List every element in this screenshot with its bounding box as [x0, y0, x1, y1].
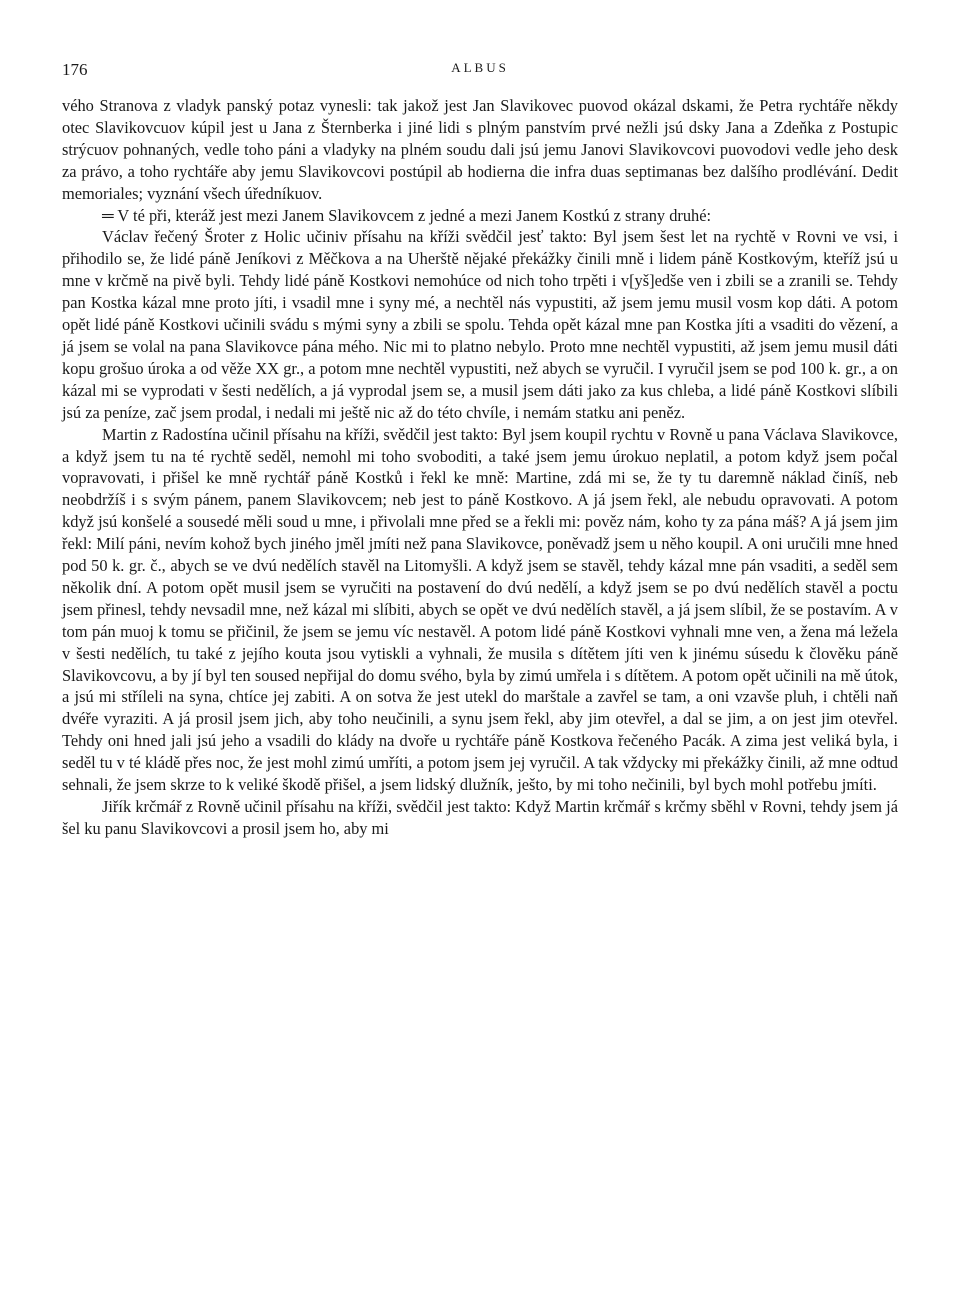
page-number: 176 [62, 60, 88, 79]
paragraph: vého Stranova z vladyk panský potaz vynesli: tak jakož jest Jan Slavikovec puovod okázal dskami, že Petra rychtáře někdy otec Slavikovcuov kúpil jest u Jana z Šternberka i jiné lidi s plným panstvím prvé nežli jsú dsky Jana a Zdeňka z Postupic strýcuov pohnaných, vedle toho páni a vladyky na plném soudu dali jsú jemu Janovi Slavikovcovi puovodovi vedle jeho desk za právo, a toho rychtáře aby jemu Slavikovcovi postúpil ab hodierna die infra duas septimanas bez dalšího prodlévání. Dedit memoriales; vyznání všech úředníkuov. [62, 96, 898, 203]
paragraph: Jiřík krčmář z Rovně učinil přísahu na kříži, svědčil jest takto: Když Martin krčmář s krčmy sběhl v Rovni, tehdy jsem já šel ku panu Slavikovcovi a prosil jsem ho, aby mi [62, 797, 898, 838]
page-header [62, 60, 898, 82]
running-head: ALBUS [451, 60, 509, 75]
paragraph: ═ V té při, kteráž jest mezi Janem Slavikovcem z jedné a mezi Janem Kostkú z strany druhé: [102, 205, 712, 225]
paragraph: Martin z Radostína učinil přísahu na kříži, svědčil jest takto: Byl jsem koupil rychtu v Rovně u pana Václava Slavikovce, a když jsem tu na té rychtě seděl, nemohl mi toho svoboditi, a také jsem jemu úrokuo neplatil, a potom když jsem počal vopravovati, i přišel ke mně rychtář páně Kostků i řekl ke mně: Martine, zdá mi se, že ty tu daremně náklad činíš, neb neobdržíš i s svým pánem, panem Slavikovcem; neb jest to páně Kostkovo. A já jsem řekl, ale nebudu opravovati. A potom když jsú konšelé a sousedé měli soud u mne, i přivolali mne před se a řekli mi: pověz nám, koho ty za pána máš? A já jsem jim řekl: Milí páni, nevím kohož bych jiného jměl jmíti než pana Slavikovce, poněvadž jsem u něho koupil. A oni uručili mne hned pod 50 k. gr. č., abych se ve dvú nedělích stavěl na Litomyšli. A když jsem se stavěl, tehdy kázal mne pán vsaditi, a seděl sem několik dní. A potom opět musil jsem se vyručiti na postavení do dvú nedělí, a když jsem se po dvú nedělích stavěl a poctu jsem přinesl, tehdy nevsadil mne, než kázal mi slíbiti, abych se opět ve dvú nedělích stavěl, a já jsem slíbil, že se postavím. A v tom pán muoj k tomu se přičinil, že jsem se jemu víc nestavěl. A potom lidé páně Kostkovi vyhnali mne ven, a žena má ležela v šesti nedělích, tu také z jejího kouta jsou vytiskli a vyhnali, že musila s dítětem jíti ven k jinému súsedu k člověku páně Slavikovcovu, a by jí byl ten soused nepřijal do domu svého, byla by zimú umřela i s dítětem. A potom opět učinili na mě útok, a jsú mi stříleli na syna, chtíce jej zabiti. A on sotva že jest utekl do marštale a zavřel se tam, a oni vzavše pluh, i chtěli naň dvéře vyraziti. A já prosil jsem jich, aby toho neučinili, a synu jsem řekl, aby jim otevřel, a dal se jim, a on jest jim otevřel. Tehdy oni hned jali jsú jeho a vsadili do klády na dvoře u rychtáře páně Kostkova řečeného Pacák. A zima jest veliká byla, i seděl tu v té kládě přes noc, že jest mohl zimú umříti, a potom jsem jej vyručil. A tak vždycky mi překážky činili, až mne odtud sehnali, že jsem skrze to k veliké škodě přišel, a jsem lidský dlužník, ješto, by mi toho nečinili, byl bych mohl potřebu jmíti. [62, 424, 898, 795]
body-text [62, 95, 898, 840]
paragraph: Václav řečený Šroter z Holic učiniv přísahu na kříži svědčil jesť takto: Byl jsem šest let na rychtě v Rovni ve vsi, i přihodilo se, že lidé páně Jeníkovi z Měčkova a na Uherště nějaké překážky činili mně i lidem páně Kostkovým, kteříž jsú u mne v krčmě na pivě byli. Tehdy lidé páně Kostkovi nemohúce od nich toho trpěti i v[yš]edše ven i zbili se a zranili se. Tehdy pan Kostka kázal mne proto jíti, i vsadil mne i syny mé, a nechtěl nás vypustiti, až jsem jemu musil vosm kop dáti. A potom opět lidé páně Kostkovi učinili svádu s mými syny a zbili se spolu. Tehda opět kázal mne pan Kostka jíti a vsaditi do vězení, a já jsem se volal na pana Slavikovce pána mého. Nic mi to platno nebylo. Proto mne nechtěl vypustiti, až jsem jemu musil dáti kopu grošuo úroka a od věže XX gr., a potom mne nechtěl vypustiti, než abych se vyručil. I vyručil jsem se pod 100 k. gr., a on kázal mi se vyprodati v šesti nedělích, a já vyprodal jsem se, a musil jsem dáti jako za kus chleba, a lidé páně Kostkovi slíbili jsú za peníze, zač jsem prodal, i nedali mi ještě nic až do této chvíle, i nemám statku ani peněz. [62, 227, 898, 422]
